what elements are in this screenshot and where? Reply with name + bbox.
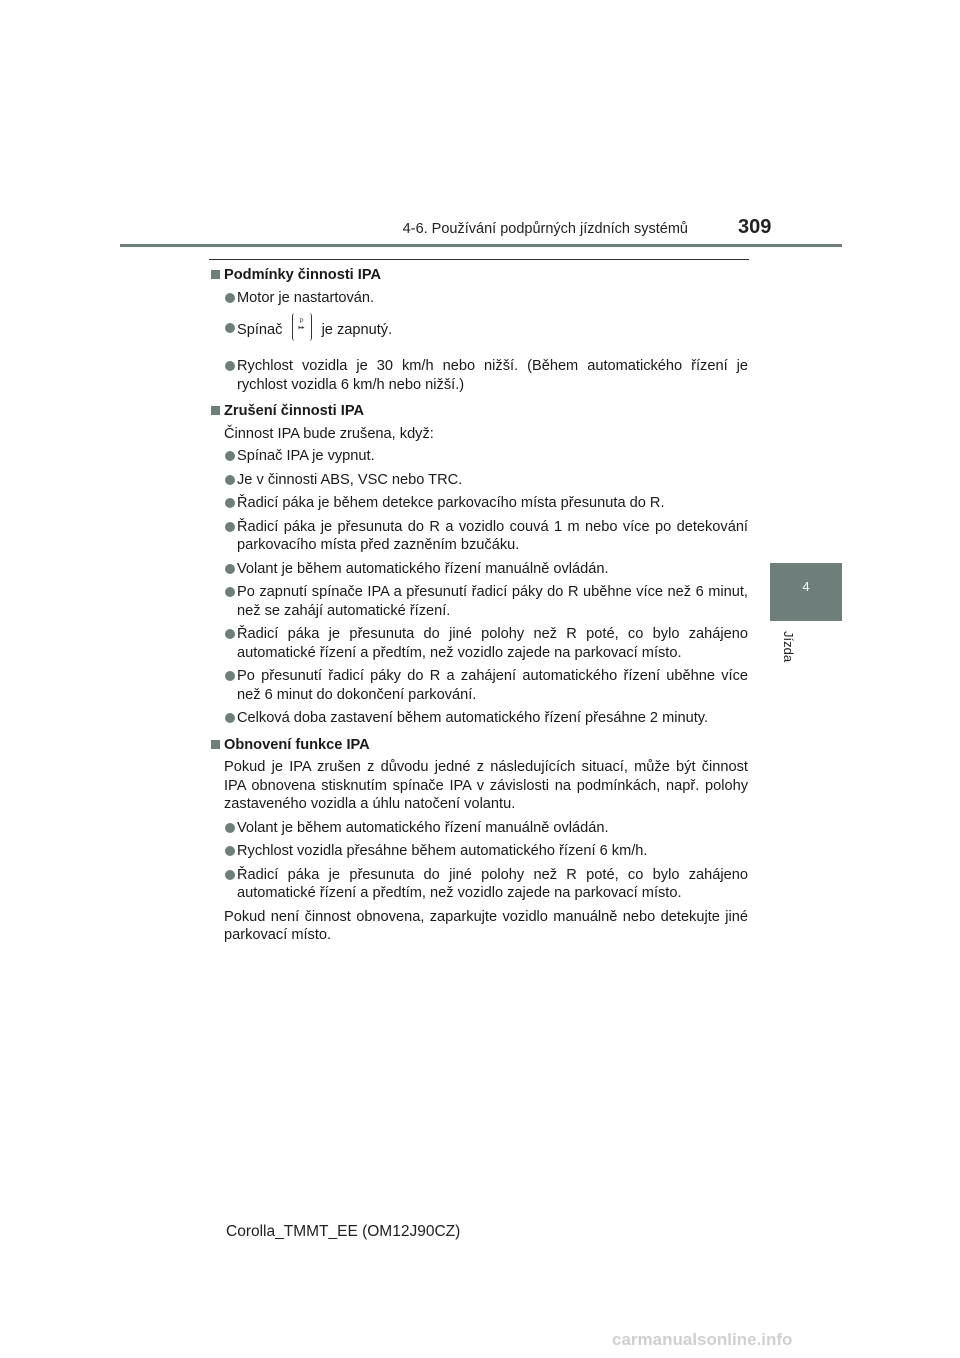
section-intro: Pokud je IPA zrušen z důvodu jedné z následujících situací, může být činnost IPA obnovena stisknutím spínače IPA v závislosti na podmínkách, např. polohy zastaveného vozidla a úhlu natočení volantu. — [224, 759, 748, 812]
round-bullet-icon — [225, 498, 235, 508]
section-conditions — [211, 266, 748, 394]
square-bullet-icon — [211, 270, 220, 279]
page-content — [211, 266, 748, 953]
section-restore — [211, 736, 748, 945]
section-outro: Pokud není činnost obnovena, zaparkujte vozidlo manuálně nebo detekujte jiné parkovací místo. — [224, 908, 748, 943]
list-item: Celková doba zastavení během automatického řízení přesáhne 2 minuty. — [211, 709, 748, 728]
list-item: Řadicí páka je během detekce parkovacího místa přesunuta do R. — [211, 494, 748, 513]
list-item: Volant je během automatického řízení manuálně ovládán. — [211, 819, 748, 838]
list-item: Řadicí páka je přesunuta do R a vozidlo couvá 1 m nebo více po detekování parkovacího místa před zazněním bzučáku. — [211, 518, 748, 555]
round-bullet-icon — [225, 293, 235, 303]
list-item: Řadicí páka je přesunuta do jiné polohy než R poté, co bylo zahájeno automatické řízení a předtím, než vozidlo zajede na parkovací místo. — [211, 866, 748, 903]
list-item: Motor je nastartován. — [211, 289, 748, 308]
list-item: Řadicí páka je přesunuta do jiné polohy než R poté, co bylo zahájeno automatické řízení a předtím, než vozidlo zajede na parkovací místo. — [211, 625, 748, 662]
list-item: Je v činnosti ABS, VSC nebo TRC. — [211, 471, 748, 490]
section-cancel — [211, 402, 748, 728]
header-rule — [120, 244, 842, 247]
content-rule — [209, 259, 749, 260]
round-bullet-icon — [225, 451, 235, 461]
list-item: Volant je během automatického řízení manuálně ovládán. — [211, 560, 748, 579]
chapter-side-label — [774, 623, 810, 683]
round-bullet-icon — [225, 870, 235, 880]
round-bullet-icon — [225, 361, 235, 371]
page-number: 309 — [738, 216, 772, 238]
round-bullet-icon — [225, 823, 235, 833]
list-item: Rychlost vozidla je 30 km/h nebo nižší. (Během automatického řízení je rychlost vozidla 6 km/h nebo nižší.) — [211, 357, 748, 394]
watermark: carmanualsonline.info — [612, 1330, 793, 1349]
list-item: Spínač P ▸▸ je zapnutý. — [211, 319, 748, 341]
header-title: 4-6. Používání podpůrných jízdních systémů — [402, 221, 688, 237]
section-intro: Činnost IPA bude zrušena, když: — [224, 425, 434, 442]
list-item: Rychlost vozidla přesáhne během automatického řízení 6 km/h. — [211, 842, 748, 861]
list-item: Spínač IPA je vypnut. — [211, 447, 748, 466]
section-heading: Obnovení funkce IPA — [211, 736, 748, 755]
round-bullet-icon — [225, 713, 235, 723]
round-bullet-icon — [225, 475, 235, 485]
square-bullet-icon — [211, 406, 220, 415]
round-bullet-icon — [225, 522, 235, 532]
document-code: Corolla_TMMT_EE (OM12J90CZ) — [226, 1223, 461, 1240]
list-item: Po zapnutí spínače IPA a přesunutí řadicí páky do R uběhne více než 6 minut, než se zahájí automatické řízení. — [211, 583, 748, 620]
list-item: Po přesunutí řadicí páky do R a zahájení automatického řízení uběhne více než 6 minut do dokončení parkování. — [211, 667, 748, 704]
round-bullet-icon — [225, 564, 235, 574]
round-bullet-icon — [225, 323, 235, 333]
round-bullet-icon — [225, 629, 235, 639]
ipa-switch-icon: P ▸▸ — [292, 313, 312, 341]
square-bullet-icon — [211, 740, 220, 749]
chapter-label-text: Jízda — [781, 631, 796, 663]
round-bullet-icon — [225, 671, 235, 681]
section-heading: Podmínky činnosti IPA — [211, 266, 748, 285]
round-bullet-icon — [225, 587, 235, 597]
round-bullet-icon — [225, 846, 235, 856]
chapter-tab: 4 — [770, 563, 842, 621]
section-heading: Zrušení činnosti IPA — [211, 402, 748, 421]
